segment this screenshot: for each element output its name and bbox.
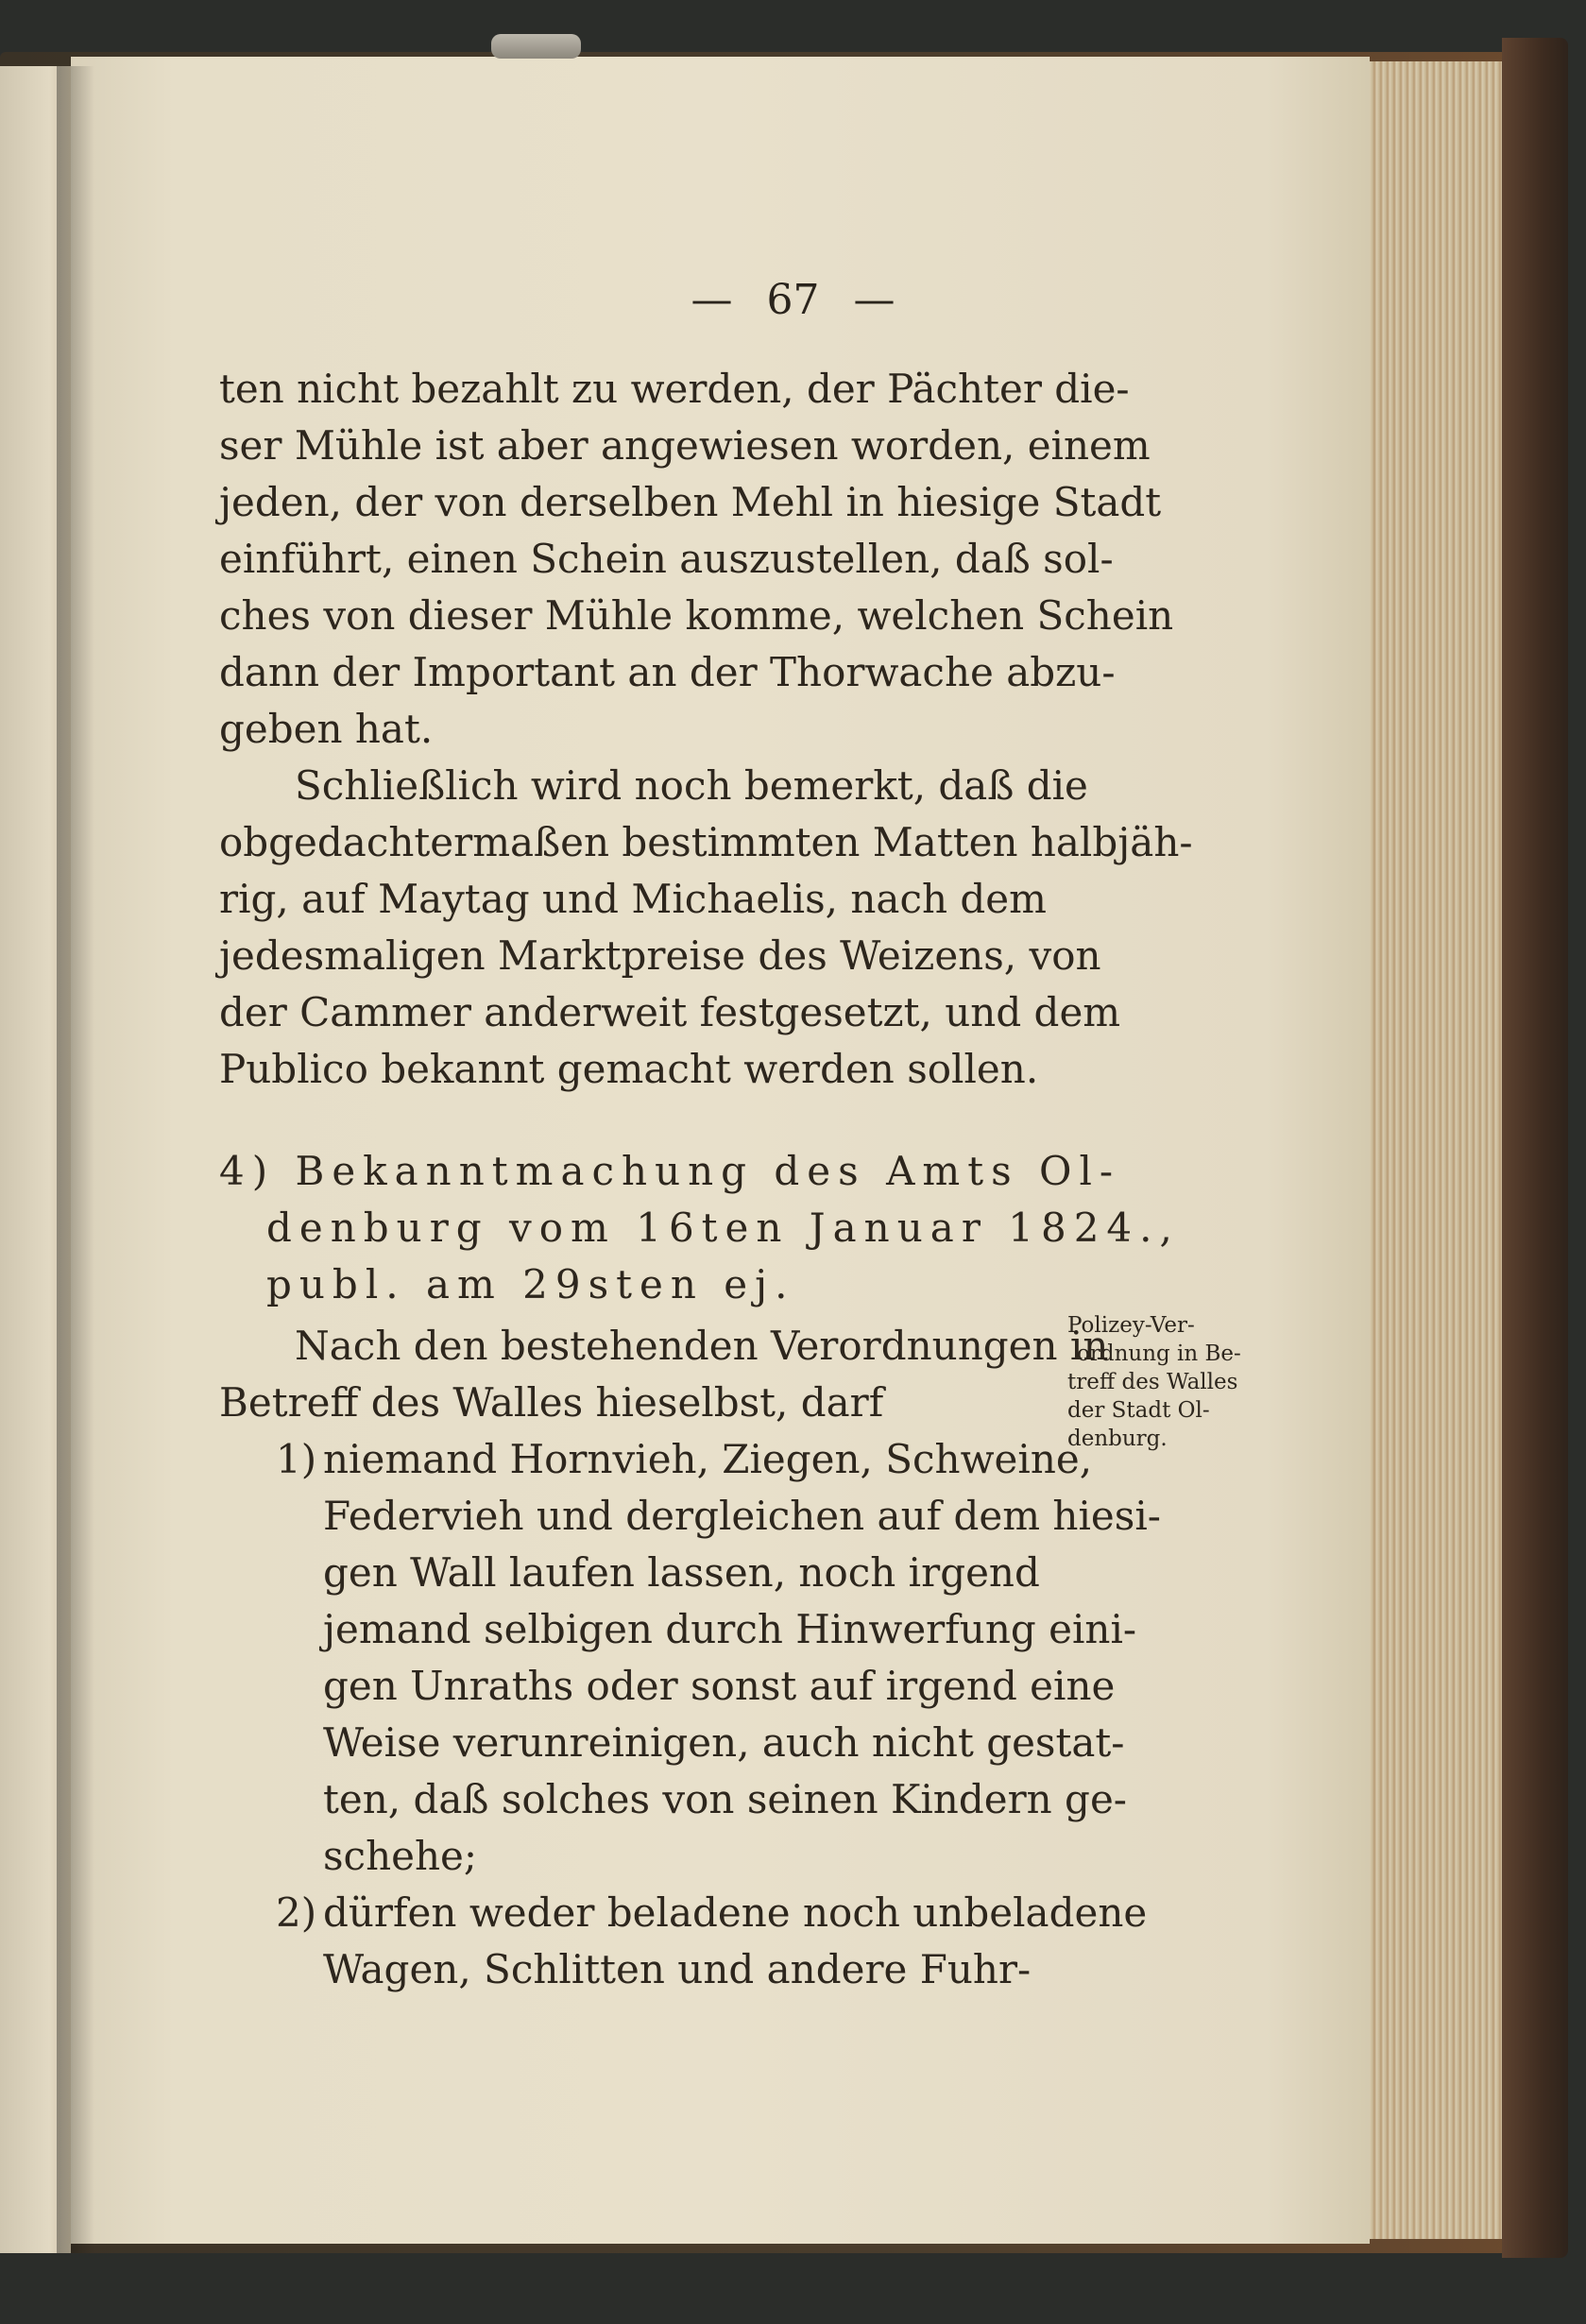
margin-note-line: treff des Walles: [1067, 1370, 1238, 1394]
text-line: Publico bekannt gemacht werden sollen.: [219, 1046, 1039, 1092]
text-line: jemand selbigen durch Hinwerfung eini-: [323, 1606, 1137, 1652]
header-dash-left: —: [691, 276, 733, 324]
book-clip: [491, 34, 581, 59]
text-line: dann der Important an der Thorwache abzu-: [219, 649, 1116, 695]
section-heading: [219, 1143, 1180, 1313]
text-line: schehe;: [323, 1833, 478, 1879]
text-line: gen Wall laufen lassen, noch irgend: [323, 1549, 1040, 1596]
text-line: einführt, einen Schein auszustellen, daß sol-: [219, 536, 1114, 582]
text-line: ten nicht bezahlt zu werden, der Pächter die-: [219, 366, 1130, 412]
page-block-edges: [1370, 61, 1502, 2239]
text-line: der Cammer anderweit festgesetzt, und dem: [219, 989, 1121, 1035]
text-line: dürfen weder beladene noch unbeladene: [323, 1889, 1148, 1936]
margin-note-line: Polizey-Ver-: [1067, 1313, 1195, 1338]
text-line: jeden, der von derselben Mehl in hiesige Stadt: [219, 479, 1162, 525]
text-line: rig, auf Maytag und Michaelis, nach dem: [219, 876, 1047, 922]
margin-note: [1067, 1311, 1256, 1453]
text-line: ten, daß solches von seinen Kindern ge-: [323, 1776, 1127, 1822]
text-line: Schließlich wird noch bemerkt, daß die: [295, 762, 1088, 809]
page-number: 67: [766, 276, 820, 324]
text-line: Federvieh und dergleichen auf dem hiesi-: [323, 1493, 1161, 1539]
margin-note-line: der Stadt Ol-: [1067, 1398, 1210, 1423]
heading-line: denburg vom 16ten Januar 1824.,: [266, 1205, 1180, 1251]
text-line: Betreff des Walles hieselbst, darf: [219, 1379, 884, 1426]
section-intro: [219, 1318, 1109, 1431]
list-item: [219, 1885, 1148, 1998]
page-header: [0, 276, 1586, 324]
text-line: Weise verunreinigen, auch nicht gestat-: [323, 1719, 1125, 1766]
spine-shadow: [57, 66, 94, 2253]
text-line: geben hat.: [219, 706, 434, 752]
heading-line: 4) Bekanntmachung des Amts Ol-: [219, 1148, 1121, 1194]
text-line: Nach den bestehenden Verordnungen in: [295, 1323, 1109, 1369]
text-line: obgedachtermaßen bestimmten Matten halbjäh-: [219, 819, 1193, 865]
heading-line: publ. am 29sten ej.: [266, 1261, 795, 1307]
text-line: ches von dieser Mühle komme, welchen Schein: [219, 592, 1174, 639]
header-dash-right: —: [853, 276, 895, 324]
list-item-number: 1): [276, 1436, 317, 1482]
text-line: ser Mühle ist aber angewiesen worden, einem: [219, 422, 1151, 469]
text-line: Wagen, Schlitten und andere Fuhr-: [323, 1946, 1032, 1992]
cover-edge: [1502, 38, 1568, 2258]
paragraph-closing: [219, 758, 1193, 1098]
text-line: gen Unraths oder sonst auf irgend eine: [323, 1663, 1116, 1709]
margin-note-line: ordnung in Be-: [1077, 1341, 1241, 1366]
text-line: niemand Hornvieh, Ziegen, Schweine,: [323, 1436, 1093, 1482]
paragraph-continuation: [219, 361, 1174, 758]
margin-note-line: denburg.: [1067, 1427, 1168, 1451]
text-line: jedesmaligen Marktpreise des Weizens, von: [219, 932, 1101, 979]
list-item-number: 2): [276, 1889, 317, 1936]
